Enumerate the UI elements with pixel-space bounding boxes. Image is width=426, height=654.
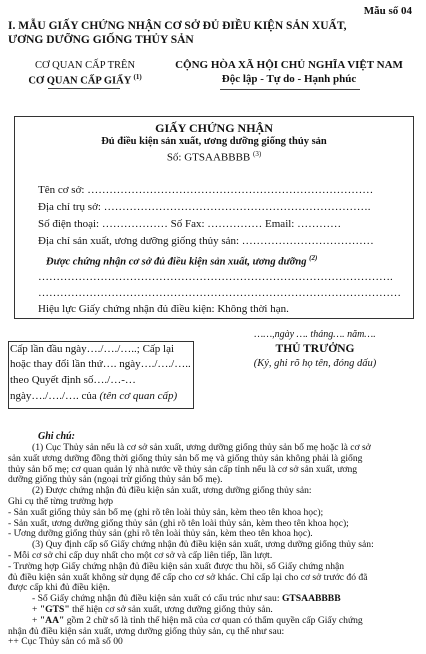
- note-line: - Trường hợp Giấy chứng nhận đủ điều kiện sản xuất được thu hồi, số Giấy chứng nhận: [8, 561, 345, 572]
- notes-body: [8, 443, 422, 648]
- note-line: nhận đủ điều kiện sản xuất, ương dưỡng giống thủy sản, cụ thể như sau:: [8, 626, 285, 637]
- note-line: dưỡng giống thủy sản (ngoại trừ giống thủy sản bố mẹ).: [8, 475, 223, 486]
- note-line: (1) Cục Thủy sản nếu là cơ sở sản xuất, ương dưỡng giống thủy sản bố mẹ hoặc là cơ sở: [32, 443, 371, 453]
- certificate-subtitle: Đủ điều kiện sản xuất, ương dưỡng giống thủy sản: [101, 136, 327, 147]
- note-line: đủ điều kiện sản xuất không sử dụng để cấp cho cơ sở khác. Chỉ cấp lại cho cơ sở trước đó đã: [8, 572, 368, 583]
- issue-line-1: Cấp lần đầu ngày…./…./…..; Cấp lại: [10, 343, 175, 355]
- field-head-office: Địa chỉ trụ sở: ……………………………………………………………….: [38, 201, 371, 213]
- signature-note: (Ký, ghi rõ họ tên, đóng dấu): [253, 358, 377, 369]
- notes-heading: Ghi chú:: [38, 431, 75, 442]
- note-emphasis: "AA": [39, 615, 65, 626]
- certified-line-1: …………………………………………………………………………………….: [38, 271, 393, 283]
- field-phone-fax-email: Số điện thoại: ……………… Số Fax: …………… Email: …………: [38, 218, 342, 230]
- note-line: Ghi cụ thể từng trường hợp: [8, 496, 114, 507]
- motto-underline: [220, 89, 360, 90]
- nation-name: CỘNG HÒA XÃ HỘI CHỦ NGHĨA VIỆT NAM: [175, 59, 403, 71]
- note-line: (3) Quy định cấp số Giấy chứng nhận đủ điều kiện sản xuất, ương dưỡng giống thủy sản:: [32, 540, 374, 551]
- note-line: ++ Cục Thủy sản có mã số 00: [8, 637, 123, 648]
- section-title-line2: ƯƠNG DƯỠNG GIỐNG THỦY SẢN: [8, 34, 194, 46]
- certificate-number: Số: GTSAABBBB $^{(3)}$: [166, 150, 262, 164]
- note-line: (2) Được chứng nhận đủ điều kiện sản xuất, ương dưỡng giống thủy sản:: [32, 486, 312, 497]
- certificate-title: GIẤY CHỨNG NHẬN: [155, 121, 273, 135]
- note-line: - Sản xuất, ương dưỡng giống thủy sản (ghi rõ tên loài thủy sản, kèm theo tên khoa học);: [8, 518, 349, 529]
- agency-underline: [48, 88, 120, 89]
- section-title-line1: I. MẪU GIẤY CHỨNG NHẬN CƠ SỞ ĐỦ ĐIỀU KIỆN SẢN XUẤT,: [8, 20, 347, 32]
- field-facility-name: Tên cơ sở: ……………………………………………………………………: [38, 184, 374, 196]
- field-production-site: Địa chỉ sản xuất, ương dưỡng giống thủy sản: ………………………………: [38, 235, 374, 247]
- validity-text: Hiệu lực Giấy chứng nhận đủ điều kiện: Không thời hạn.: [38, 303, 289, 315]
- note-line: - Sản xuất giống thủy sản bố mẹ (ghi rõ tên loài thủy sản, kèm theo tên khoa học);: [8, 507, 324, 518]
- form-number: Mẫu số 04: [363, 5, 412, 17]
- superior-agency: CƠ QUAN CẤP TRÊN: [34, 60, 136, 71]
- signature-title: THỦ TRƯỞNG: [275, 343, 355, 355]
- note-line: sản xuất ương dưỡng đồng thời giống thủy sản bố mẹ và giống thủy sản không phải là giống: [8, 453, 363, 464]
- note-line: được cấp khi đủ điều kiện.: [8, 583, 110, 594]
- issue-line-3: theo Quyết định số…./…-…: [10, 374, 136, 386]
- certified-line-2: ………………………………………………………………………………………: [38, 287, 401, 299]
- signature-date: ……,ngày …. tháng…. năm….: [254, 329, 376, 340]
- note-line: - Số Giấy chứng nhận đủ điều kiện sản xuất có cấu trúc như sau: GTSAABBBB: [32, 594, 341, 605]
- note-emphasis: "GTS": [39, 604, 70, 615]
- issuing-agency: CƠ QUAN CẤP GIẤY $^{(1)}$: [28, 73, 142, 87]
- note-line: - Mỗi cơ sở chỉ cấp duy nhất cho một cơ sở và cấp liên tiếp, lần lượt.: [8, 550, 273, 561]
- note-line: + "AA" gồm 2 chữ số là tỉnh thể hiện mã của cơ quan có thẩm quyền cấp Giấy chứng: [32, 615, 363, 626]
- certified-heading: Được chứng nhận cơ sở đủ điều kiện sản xuất, ương dưỡng $^{(2)}$: [46, 254, 318, 268]
- nation-motto: Độc lập - Tự do - Hạnh phúc: [221, 73, 357, 85]
- note-line: + "GTS" thể hiện cơ sở sản xuất, ương dưỡng giống thủy sản.: [32, 604, 273, 615]
- issue-line-2: hoặc thay đổi lần thứ…. ngày…./…./…..: [10, 358, 191, 370]
- note-line: - Ương dưỡng giống thủy sản (ghi rõ tên loài thủy sản, kèm theo tên khoa học).: [8, 529, 313, 540]
- code-structure: GTSAABBBB: [281, 594, 341, 605]
- note-line: thủy sản bố mẹ; cơ quan quản lý nhà nước về thủy sản cấp tỉnh nếu là cơ sở sản xuất, ương: [8, 464, 358, 475]
- issue-line-4: ngày…./…./…. của (tên cơ quan cấp): [10, 390, 178, 402]
